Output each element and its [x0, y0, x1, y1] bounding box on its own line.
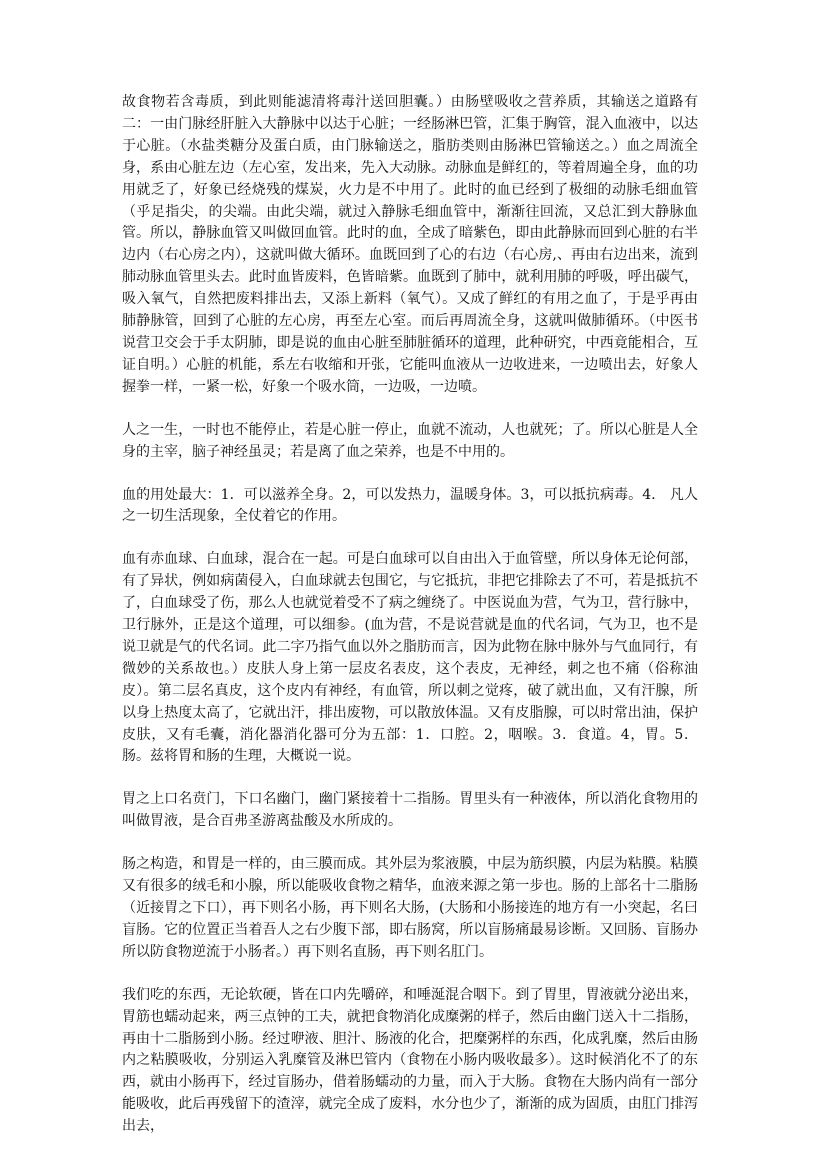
paragraph-stomach: 胃之上口名贲门，下口名幽门，幽门紧接着十二指肠。胃里头有一种液体，所以消化食物用的叫做胃液，是合百弗圣游离盐酸及水所成的。 [122, 791, 698, 830]
paragraph-intestine-structure: 肠之构造，和胃是一样的，由三膜而成。其外层为浆液膜，中层为筋织膜，内层为粘膜。粘膜又有很多的绒毛和小腺，所以能吸收食物之精华，血液来源之第一步也。肠的上部名十二脂肠（近接胃之下口），再下则名小肠，再下则名大肠，(大肠和小肠接连的地方有一小突起，名曰盲肠。它的位置正当着吾人之右少腹下部，即右肠窝，所以盲肠痛最易诊断。又回肠、盲肠办所以防食物逆流于小肠者。）再下则名直肠，再下则名肛门。 [122, 856, 698, 960]
paragraph-blood-uses: 血的用处最大：1．可以滋养全身。2，可以发热力，温暖身体。3，可以抵抗病毒。4． 凡人之一切生活现象，全仗着它的作用。 [122, 486, 698, 525]
paragraph-blood-cells-skin: 血有赤血球、白血球，混合在一起。可是白血球可以自由出入于血管壁，所以身体无论何部，有了异状，例如病菌侵入，白血球就去包围它，与它抵抗，非把它排除去了不可，若是抵抗不了，白血球受了伤，那么人也就觉着受不了病之缠绕了。中医说血为营，气为卫，营行脉中，卫行脉外，正是这个道理，可以细参。(血为营，不是说营就是血的代名词，气为卫，也不是说卫就是气的代名词。此二字乃指气血以外之脂肪而言，因为此物在脉中脉外与气血同行，有微妙的关系故也。）皮肤人身上第一层皮名表皮，这个表皮，无神经，刺之也不痛（俗称油皮）。第二层名真皮，这个皮内有神经，有血管，所以刺之觉疼，破了就出血，又有汗腺，所以身上热度太高了，它就出汗，排出废物，可以散放体温。又有皮脂腺，可以时常出油，保护皮肤，又有毛囊，消化器消化器可分为五部：1．口腔。2，咽喉。3．食道。4，胃。5．肠。兹将胃和肠的生理，大概说一说。 [122, 551, 698, 765]
paragraph-heart-importance: 人之一生，一时也不能停止，若是心脏一停止，血就不流动，人也就死；了。所以心脏是人全身的主宰，脑子神经虽灵；若是离了血之荣养，也是不中用的。 [122, 421, 698, 460]
paragraph-digestion-circulation: 故食物若含毒质，到此则能滤清将毒汁送回胆囊。）由肠壁吸收之营养质，其输送之道路有二：一由门脉经肝脏入大静脉中以达于心脏；一经肠淋巴管，汇集于胸管，混入血液中，以达于心脏。（水盐类糖分及蛋白质，由门脉输送之，脂肪类则由肠淋巴管输送之。）血之周流全身，系由心脏左边（左心室，发出来，先入大动脉。动脉血是鲜红的，等着周遍全身，血的功用就乏了，好象已经烧残的煤炭，火力是不中用了。此时的血已经到了极细的动脉毛细血管（乎足指尖，的尖端。由此尖端，就过入静脉毛细血管中，渐渐往回流，又总汇到大静脉血管。所以，静脉血管又叫做回血管。此时的血，全成了暗紫色，即由此静脉而回到心脏的右半边内（右心房之内），这就叫做大循环。血既回到了心的右边（右心房,、再由右边出来，流到肺动脉血管里头去。此时血皆废料，色皆暗紫。血既到了肺中，就利用肺的呼吸，呼出碳气，吸入氧气，自然把废料排出去，又添上新料（氧气）。又成了鲜红的有用之血了，于是乎再由肺静脉管，回到了心脏的左心房，再至左心室。而后再周流全身，这就叫做肺循环。（中医书说营卫交会于手太阴肺，即是说的血由心脏至肺脏循环的道理，此种研究，中西竟能相合，互证自明。）心脏的机能，系左右收缩和开张，它能叫血液从一边收进来，一边喷出去，好象人握拳一样，一紧一松，好象一个吸水筒，一边吸，一边喷。 [122, 94, 698, 395]
document-body [122, 92, 698, 1159]
paragraph-digestion-process: 我们吃的东西，无论软硬，皆在口内先嚼碎，和唾涎混合咽下。到了胃里，胃液就分泌出来，胃筋也蠕动起来，两三点钟的工夫，就把食物消化成糜粥的样子，然后由幽门送入十二指肠，再由十二脂肠到小肠。经过咿液、胆汁、肠液的化合，把糜粥样的东西，化成乳糜，然后由肠内之粘膜吸收，分别运入乳糜管及淋巴管内（食物在小肠内吸收最多）。这时候消化不了的东西，就由小肠再下，经过盲肠办，借着肠蠕动的力量，而入于大肠。食物在大肠内尚有一部分能吸收，此后再残留下的渣滓，就完全成了废料，水分也少了，渐渐的成为固质，由肛门排泻出去， [122, 986, 698, 1135]
